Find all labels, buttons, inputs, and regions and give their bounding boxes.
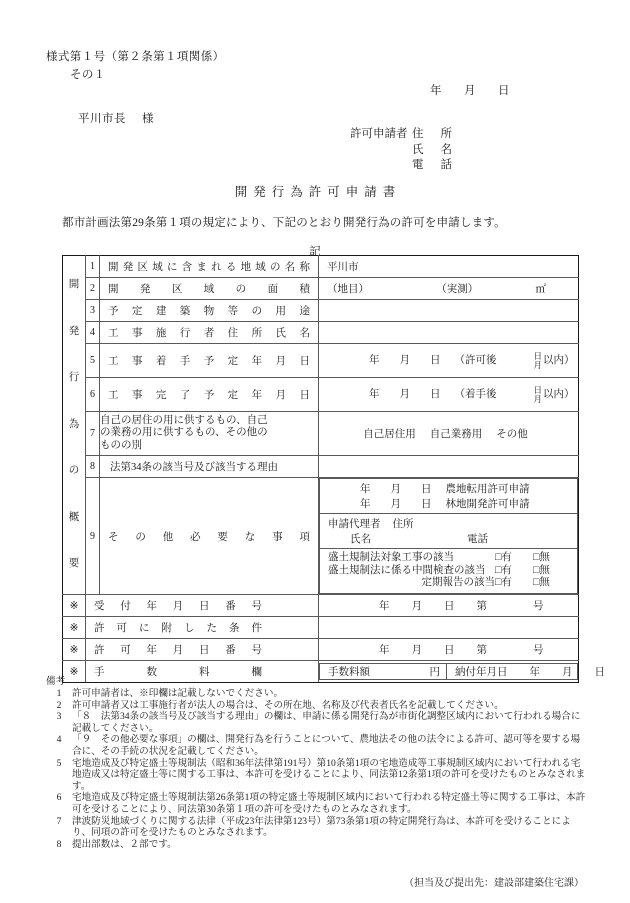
purpose-choice-other[interactable]: その他 xyxy=(496,429,528,440)
row-value-area-name[interactable]: 平川市 xyxy=(319,256,579,278)
list-item xyxy=(46,711,586,734)
row-number: 8 xyxy=(86,456,100,478)
vlabel-char: 行 xyxy=(68,372,80,384)
start-day-label: 日 xyxy=(430,354,441,366)
list-item xyxy=(46,839,586,851)
table-row xyxy=(63,478,579,595)
checkbox-yes[interactable]: □有 xyxy=(495,577,512,589)
row-number: 6 xyxy=(86,378,100,412)
check-label: 定期報告の該当 xyxy=(421,577,495,589)
table-row xyxy=(63,344,579,378)
row-number: 5 xyxy=(86,344,100,378)
payment-month-label: 月 xyxy=(562,667,573,678)
fee-currency-unit: 円 xyxy=(429,667,440,678)
row-value-start-date[interactable] xyxy=(319,344,579,378)
row-number: 7 xyxy=(86,412,100,456)
list-item xyxy=(46,758,586,793)
note-number: 8 xyxy=(56,838,62,850)
table-row xyxy=(63,456,579,478)
row-number: 2 xyxy=(86,278,100,300)
row-number: 1 xyxy=(86,256,100,278)
row-label: その他必要な事項 xyxy=(100,478,319,595)
table-row xyxy=(63,617,579,639)
permit-gou-label: 号 xyxy=(533,645,544,656)
applicant-row-tel xyxy=(350,158,452,174)
official-mark: ※ xyxy=(63,595,86,617)
end-suffix-open: （着手後 xyxy=(454,388,497,400)
application-table xyxy=(62,255,605,683)
table-row xyxy=(63,300,579,322)
date-month-label: 月 xyxy=(464,85,476,97)
row-label: 法第34条の該当号及び該当する理由 xyxy=(100,456,319,478)
table-row xyxy=(63,322,579,344)
vlabel-char: 概 xyxy=(68,511,80,523)
applicant-name-label: 氏 名 xyxy=(412,143,452,156)
row-label: 工事施行者住所氏名 xyxy=(100,322,319,344)
end-month-label: 月 xyxy=(399,388,410,400)
notes-title: 備考 xyxy=(46,676,66,687)
note-text: 許可申請者又は工事施行者が法人の場合は、その所在地、名称及び代表者氏名を記載してください。 xyxy=(72,699,504,711)
start-month-label: 月 xyxy=(399,354,410,366)
agent-block xyxy=(320,514,578,549)
note-number: 7 xyxy=(56,815,62,827)
farmland-permit-label: 農地転用許可申請 xyxy=(445,484,530,495)
jissoku-label: （実測） xyxy=(436,284,479,295)
agent-name-line[interactable] xyxy=(328,531,571,546)
vlabel-char: 要 xyxy=(68,558,80,570)
addressee xyxy=(78,110,154,126)
row-label: 工事着手予定年月日 xyxy=(100,344,319,378)
end-day-label: 日 xyxy=(430,388,441,400)
fee-amount-label: 手数料額 xyxy=(328,667,370,678)
row-label: 許可年月日番号 xyxy=(86,639,319,661)
checkbox-no[interactable]: □無 xyxy=(533,564,550,576)
note-text: 津波防災地域づくりに関する法律（平成23年法律第123号）第73条第1項の特定開発行為は、本許可を受けることにより、同項の許可を受けたものとみなされます。 xyxy=(72,815,571,839)
note-text: 宅地造成及び特定盛土等規制法（昭和36年法律第191号）第10条第1項の宅地造成等工事規制区域内において行われる宅地造成又は特定盛土等に関する工事は、本許可を受けることにより、同法第12条第1項の許可を受けたものとみなされます。 xyxy=(72,757,586,792)
form-subcode: その１ xyxy=(70,69,106,81)
row-label: 予定建築物等の用途 xyxy=(100,300,319,322)
date-year-label: 年 xyxy=(430,85,442,97)
start-suffix-open: （許可後 xyxy=(454,354,497,366)
official-mark: ※ xyxy=(63,661,86,683)
forest-day-label: 日 xyxy=(421,499,432,510)
applicant-label: 許可申請者 xyxy=(350,128,408,140)
receipt-gou-label: 号 xyxy=(533,601,544,612)
notes-list xyxy=(46,688,586,850)
applicant-address-label: 住 所 xyxy=(412,128,452,140)
official-mark: ※ xyxy=(63,639,86,661)
row-value-permit-number[interactable] xyxy=(319,639,579,661)
official-mark: ※ xyxy=(63,617,86,639)
forest-permit-label: 林地開発許可申請 xyxy=(445,499,530,510)
checkbox-no[interactable]: □無 xyxy=(533,577,550,589)
start-suffix-close: 以内） xyxy=(543,354,575,366)
agent-name-label: 氏名 xyxy=(350,534,371,545)
table-row xyxy=(63,378,579,412)
check-row-interim-inspection xyxy=(328,565,571,578)
vlabel-char: 開 xyxy=(68,279,80,291)
permit-application-block xyxy=(320,479,578,514)
table-row xyxy=(63,412,579,456)
row-value-receipt-number[interactable] xyxy=(319,595,579,617)
intro-text: 都市計画法第29条第１項の規定により、下記のとおり開発行為の許可を申請します。 xyxy=(62,217,506,229)
note-text: 宅地造成及び特定盛土等規制法第26条第1項の特定盛土等規制区域内において行われる特定盛土等に関する工事は、本許可を受けることにより、同法第30条第１項の許可を受けたものとみなされます。 xyxy=(72,792,586,816)
list-item xyxy=(46,700,586,712)
table-row xyxy=(63,278,579,300)
date-day-label: 日 xyxy=(498,85,510,97)
table-row xyxy=(63,256,579,278)
row-value-purpose-choices[interactable] xyxy=(319,412,579,456)
vertical-section-label xyxy=(63,256,86,595)
forest-month-label: 月 xyxy=(390,499,401,510)
note-text: 「８ 法第34条の該当号及び該当する理由」の欄は、申請に係る開発行為が市街化調整区域内において行われる場合に記載してください。 xyxy=(72,711,581,734)
row-value-contractor[interactable] xyxy=(319,322,579,344)
row-label-line: 自己の居住の用に供するもの、自己 xyxy=(100,414,268,426)
agent-label: 申請代理者 xyxy=(328,519,381,530)
farmland-day-label: 日 xyxy=(421,484,432,495)
end-within-fraction: 日 月 xyxy=(533,385,543,404)
note-number: 5 xyxy=(56,757,62,769)
start-year-label: 年 xyxy=(369,354,380,366)
permit-day-label: 日 xyxy=(444,645,455,656)
row-value-building-use[interactable] xyxy=(319,300,579,322)
receipt-dai-label: 第 xyxy=(476,601,487,612)
forest-year-label: 年 xyxy=(360,499,371,510)
note-text: 提出部数は、２部です。 xyxy=(72,838,177,850)
vlabel-char: の xyxy=(68,465,80,477)
end-suffix-close: 以内） xyxy=(543,388,575,400)
purpose-choice-own-residence[interactable]: 自己居住用 xyxy=(363,429,416,440)
form-code: 様式第１号（第２条第１項関係） xyxy=(46,51,225,63)
purpose-choice-own-business[interactable]: 自己業務用 xyxy=(429,429,483,440)
checkbox-no[interactable]: □無 xyxy=(533,552,550,564)
vlabel-char: 為 xyxy=(68,418,80,430)
row-value-article34[interactable] xyxy=(319,456,579,478)
vlabel-char: 発 xyxy=(68,325,80,337)
notes-section xyxy=(46,676,586,850)
note-number: 6 xyxy=(56,792,62,804)
row-label xyxy=(100,412,319,456)
note-number: 4 xyxy=(56,734,62,746)
permit-line-farmland[interactable] xyxy=(360,481,571,496)
ki-mark: 記 xyxy=(309,246,321,258)
row-number: 4 xyxy=(86,322,100,344)
table-row xyxy=(63,639,579,661)
note-number: 1 xyxy=(56,688,62,700)
receipt-year-label: 年 xyxy=(379,601,390,612)
payment-day-label: 日 xyxy=(594,667,605,678)
row-label-line: の業務の用に供するもの、その他の xyxy=(100,427,268,439)
agent-address-label: 住所 xyxy=(392,519,414,530)
farmland-month-label: 月 xyxy=(390,484,401,495)
end-year-label: 年 xyxy=(369,388,380,400)
check-label: 盛土規制法対象工事の該当 xyxy=(328,552,454,564)
start-within-fraction: 日 月 xyxy=(533,351,543,370)
note-text: 許可申請者は、※印欄は記載しないでください。 xyxy=(72,688,284,700)
permit-line-forest[interactable] xyxy=(360,496,571,511)
applicant-tel-label: 電 話 xyxy=(412,159,452,171)
note-text: 「９ その他必要な事項」の欄は、開発行為を行うことについて、農地法その他の法令による許可、認可等を要する場合に、その手続の状況を記載してください。 xyxy=(72,734,581,758)
permit-year-label: 年 xyxy=(379,645,390,656)
row-number: 9 xyxy=(86,478,100,595)
row-label: 工事完了予定年月日 xyxy=(100,378,319,412)
check-row-periodic-report xyxy=(328,577,571,590)
row-label: 開発区域に含まれる地域の名称 xyxy=(100,256,319,278)
row-number: 3 xyxy=(86,300,100,322)
payment-date-label: 納付年月日 xyxy=(455,667,508,678)
addressee-name: 平川市長 xyxy=(78,113,126,125)
chimoku-label: （地目） xyxy=(327,284,369,295)
permit-dai-label: 第 xyxy=(476,645,487,656)
applicant-row-address xyxy=(350,127,452,143)
note-number: 2 xyxy=(56,699,62,711)
agent-address-line[interactable] xyxy=(328,516,571,531)
check-row-target-works xyxy=(328,552,571,565)
addressee-honorific: 様 xyxy=(142,113,154,125)
payment-year-label: 年 xyxy=(529,667,540,678)
page-title: 開発行為許可申請書 xyxy=(234,185,402,199)
row-value-area-size[interactable] xyxy=(319,278,579,300)
list-item xyxy=(46,792,586,815)
farmland-year-label: 年 xyxy=(360,484,371,495)
note-number: 3 xyxy=(56,711,62,723)
row-value-completion-date[interactable] xyxy=(319,378,579,412)
applicant-block xyxy=(350,127,452,174)
list-item xyxy=(46,816,586,839)
row-label: 許可に附した条件 xyxy=(86,617,319,639)
agent-tel-label: 電話 xyxy=(467,534,488,545)
table-row xyxy=(63,595,579,617)
submission-date-line xyxy=(430,82,510,98)
receipt-day-label: 日 xyxy=(444,601,455,612)
list-item xyxy=(46,688,586,700)
row-label-line: ものの別 xyxy=(100,439,142,451)
checkbox-yes[interactable]: □有 xyxy=(495,564,512,576)
row-label: 開発区域の面積 xyxy=(100,278,319,300)
list-item xyxy=(46,734,586,757)
row-label: 受付年月日番号 xyxy=(86,595,319,617)
receipt-month-label: 月 xyxy=(411,601,422,612)
row-value-permit-conditions[interactable] xyxy=(319,617,579,639)
footer-contact-note: （担当及び提出先：建設部建築住宅課） xyxy=(404,878,584,889)
permit-month-label: 月 xyxy=(411,645,422,656)
applicant-row-name xyxy=(350,143,452,159)
area-unit-label: ㎡ xyxy=(535,284,546,295)
row-label: 手数料欄 xyxy=(86,661,319,683)
checkbox-yes[interactable]: □有 xyxy=(495,552,512,564)
row-value-other-matters xyxy=(319,478,579,595)
check-label: 盛土規制法に係る中間検査の該当 xyxy=(328,564,486,576)
regulation-checks-block xyxy=(320,549,578,594)
